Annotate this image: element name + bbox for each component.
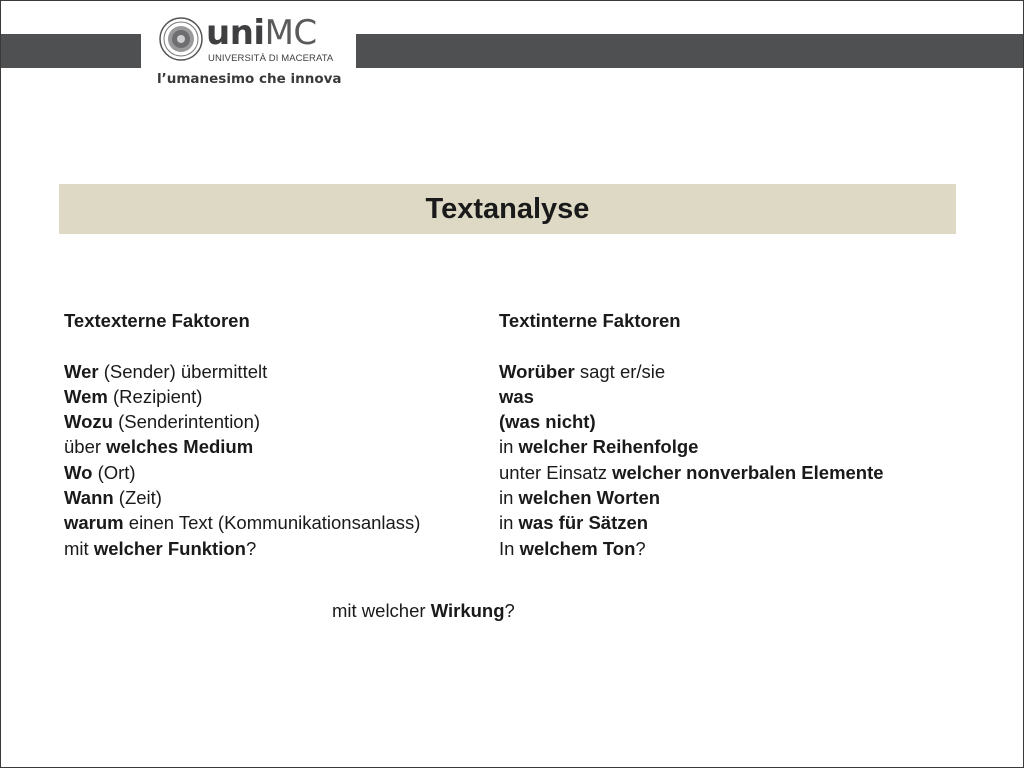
list-item: in welcher Reihenfolge bbox=[499, 436, 699, 458]
list-item: über welches Medium bbox=[64, 436, 254, 458]
header-bar-left bbox=[1, 34, 141, 68]
list-item: Wozu (Senderintention) bbox=[64, 411, 261, 433]
list-item: warum einen Text (Kommunikationsanlass) bbox=[64, 512, 421, 534]
university-seal-icon bbox=[159, 17, 203, 61]
list-item: mit welcher Funktion? bbox=[64, 537, 257, 559]
bottom-question: mit welcher Wirkung? bbox=[332, 600, 515, 621]
right-column bbox=[499, 308, 884, 561]
tagline: l’umanesimo che innova bbox=[157, 71, 342, 87]
university-logo bbox=[144, 9, 354, 91]
brand-subtitle: UNIVERSITÀ DI MACERATA bbox=[208, 53, 334, 64]
list-item: Worüber sagt er/sie bbox=[499, 360, 666, 382]
right-heading: Textinterne Faktoren bbox=[499, 310, 681, 331]
header-bar-right bbox=[356, 34, 1023, 68]
title-bar bbox=[59, 184, 956, 234]
list-item: unter Einsatz welcher nonverbalen Elemente bbox=[499, 461, 884, 483]
list-item: Wem (Rezipient) bbox=[64, 385, 203, 407]
left-column bbox=[64, 308, 420, 561]
list-item: in was für Sätzen bbox=[499, 512, 649, 534]
left-heading: Textexterne Faktoren bbox=[64, 310, 250, 331]
list-item: Wo (Ort) bbox=[64, 461, 136, 483]
list-item: Wer (Sender) übermittelt bbox=[64, 360, 268, 382]
list-item: Wann (Zeit) bbox=[64, 487, 162, 509]
list-item: (was nicht) bbox=[499, 411, 596, 433]
brand-wordmark: uniMC bbox=[206, 13, 317, 53]
list-item: In welchem Ton? bbox=[499, 537, 646, 559]
page-title: Textanalyse bbox=[425, 192, 590, 225]
list-item: was bbox=[499, 385, 534, 407]
list-item: in welchen Worten bbox=[499, 487, 661, 509]
